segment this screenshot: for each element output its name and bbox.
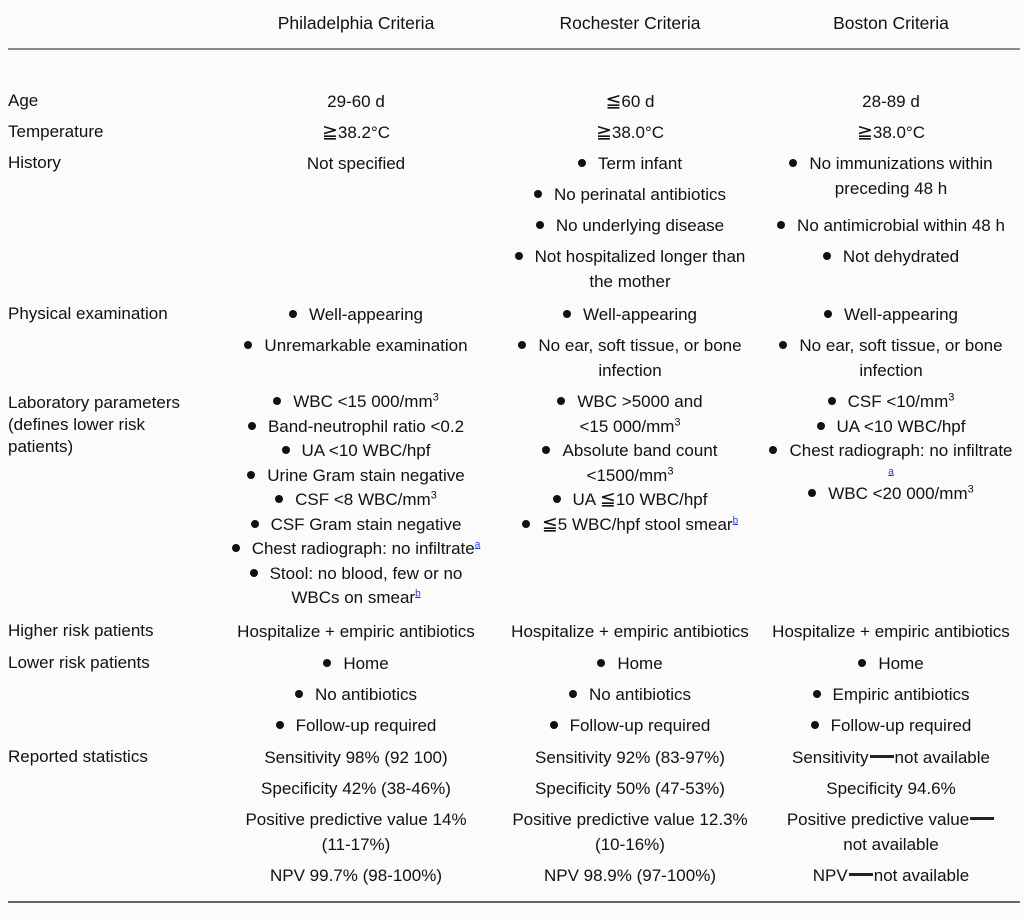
list-item: Follow-up required [764, 713, 1018, 738]
bullet-icon [569, 690, 577, 698]
dash-icon [870, 755, 894, 758]
age-philadelphia: 29-60 d [327, 92, 385, 111]
dash-icon [849, 873, 873, 876]
list-item-continuation: the mother [589, 272, 671, 291]
list-item: Well-appearing [500, 302, 760, 333]
lab-boston [764, 390, 1018, 506]
bullet-icon [522, 520, 530, 528]
bullet-icon [515, 252, 523, 260]
list-item-continuation: <15 $000/mm^3$ [579, 415, 681, 436]
list-item: Home [764, 651, 1018, 682]
list-item: Follow-up required [225, 713, 487, 738]
list-item: Well-appearing [225, 302, 487, 333]
list-item: Not hospitalized longer than [500, 244, 760, 269]
list-item: Not dehydrated [764, 244, 1018, 269]
bullet-icon [858, 659, 866, 667]
history-rochester [500, 151, 760, 294]
bullet-icon [557, 397, 565, 405]
list-item: UA ≦10 WBC/hpf [500, 488, 760, 513]
table-header [0, 0, 1024, 50]
bullet-icon [769, 446, 777, 454]
list-item: No immunizations within [764, 151, 1018, 176]
list-item-continuation: infection [859, 361, 923, 380]
list-item: CSF Gram stain negative [225, 513, 487, 538]
row-label-laboratory-parameters: Laboratory parameters (defines lower risk patients) [8, 393, 180, 456]
list-item: Follow-up required [500, 713, 760, 738]
list-item: Stool: no blood, few or no [225, 562, 487, 587]
history-boston [764, 151, 1018, 269]
bullet-icon [295, 690, 303, 698]
bullet-icon [779, 341, 787, 349]
list-item: UA <10 WBC/hpf [764, 415, 1018, 440]
bullet-icon [553, 495, 561, 503]
footnote-link[interactable]: b [732, 514, 739, 526]
lower-rochester [500, 651, 760, 738]
bullet-icon [817, 422, 825, 430]
bullet-icon [536, 221, 544, 229]
list-item: Absolute band count [500, 439, 760, 464]
list-item: No antibiotics [500, 682, 760, 713]
list-item: No ear, soft tissue, or bone [764, 333, 1018, 358]
list-item: WBC >5000 and [500, 390, 760, 415]
row-label-temperature: Temperature [8, 122, 104, 141]
list-item: Empiric antibiotics [764, 682, 1018, 713]
stats-philadelphia: Sensitivity 98% (92 100) Specificity 42% (38-46%) Positive predictive value 14% (11-17%) NPV 99.7% (98-100%) [245, 748, 467, 885]
footnote-link[interactable]: a [888, 465, 894, 477]
list-item: WBC <20 $000/mm^3$ [764, 482, 1018, 507]
bullet-icon [250, 569, 258, 577]
list-item-continuation: WBCs on smear$^b$ [291, 588, 421, 607]
bullet-icon [247, 471, 255, 479]
list-item-continuation: preceding 48 h [834, 179, 948, 198]
list-item-continuation: infection [598, 361, 662, 380]
temperature-boston: ≧38.0°C [856, 122, 926, 143]
list-item: No ear, soft tissue, or bone [500, 333, 760, 358]
bullet-icon [275, 495, 283, 503]
footnote-link[interactable]: b [415, 588, 421, 600]
list-item: Unremarkable examination [225, 333, 487, 358]
lab-rochester [500, 390, 760, 537]
age-boston: 28-89 d [862, 92, 920, 111]
list-item: Chest radiograph: no infiltrate$^a$ [225, 537, 487, 562]
row-label-reported-statistics: Reported statistics [8, 747, 148, 766]
row-label-physical-examination: Physical examination [8, 304, 168, 323]
bullet-icon [248, 422, 256, 430]
bullet-icon [276, 721, 284, 729]
list-item: No perinatal antibiotics [500, 182, 760, 213]
higher-philadelphia: Hospitalize + empiric antibiotics [237, 622, 475, 641]
bullet-icon [777, 221, 785, 229]
temperature-rochester: ≧38.0°C [595, 122, 665, 143]
bullet-icon [550, 721, 558, 729]
physical-boston [764, 302, 1018, 383]
list-item-continuation: $<1500/mm^3$ [586, 464, 674, 485]
bullet-icon [789, 159, 797, 167]
bullet-icon [232, 544, 240, 552]
list-item: CSF $<10/mm^3$ [764, 390, 1018, 415]
higher-boston: Hospitalize + empiric antibiotics [772, 622, 1010, 641]
bullet-icon [813, 690, 821, 698]
list-item: Chest radiograph: no infiltrate [764, 439, 1018, 464]
row-label-age: Age [8, 91, 39, 110]
history-philadelphia: Not specified [306, 154, 406, 173]
list-item: Well-appearing [764, 302, 1018, 333]
list-item: Urine Gram stain negative [225, 464, 487, 489]
bullet-icon [251, 520, 259, 528]
header-rochester: Rochester Criteria [559, 13, 701, 33]
higher-rochester: Hospitalize + empiric antibiotics [511, 622, 749, 641]
physical-rochester [500, 302, 760, 383]
row-label-history: History [8, 153, 61, 172]
bullet-icon [244, 341, 252, 349]
bullet-icon [282, 446, 290, 454]
temperature-philadelphia: ≧38.2°C [321, 122, 391, 143]
list-item-continuation [764, 464, 1018, 482]
bullet-icon [808, 489, 816, 497]
header-philadelphia: Philadelphia Criteria [277, 13, 435, 33]
list-item: UA <10 WBC/hpf [225, 439, 487, 464]
bullet-icon [323, 659, 331, 667]
list-item: Term infant [500, 151, 760, 182]
bullet-icon [542, 446, 550, 454]
header-boston: Boston Criteria [833, 13, 949, 33]
list-item: WBC <15 $000/mm^3$ [225, 390, 487, 415]
bullet-icon [828, 397, 836, 405]
lower-boston [764, 651, 1018, 738]
bullet-icon [563, 310, 571, 318]
physical-philadelphia [225, 302, 487, 358]
bullet-icon [823, 252, 831, 260]
list-item: No antibiotics [225, 682, 487, 713]
bullet-icon [811, 721, 819, 729]
stats-rochester: Sensitivity 92% (83-97%) Specificity 50% (47-53%) Positive predictive value 12.3% (10-16%) NPV 98.9% (97-100%) [512, 748, 748, 885]
row-label-lower-risk: Lower risk patients [8, 653, 150, 672]
dash-icon [970, 817, 994, 820]
bullet-icon [518, 341, 526, 349]
list-item: No underlying disease [500, 213, 760, 244]
bullet-icon [289, 310, 297, 318]
stats-boston: Sensitivity not available Specificity 94.6% Positive predictive value not available NPV not available [764, 745, 1018, 888]
bullet-icon [534, 190, 542, 198]
age-rochester: ≦60 d [605, 91, 655, 112]
bullet-icon [578, 159, 586, 167]
footnote-link[interactable]: a [474, 539, 481, 551]
list-item: Band-neutrophil ratio <0.2 [225, 415, 487, 440]
list-item: CSF <8 WBC/$mm^3$ [225, 488, 487, 513]
list-item: Home [225, 651, 487, 682]
list-item: Home [500, 651, 760, 682]
lower-philadelphia [225, 651, 487, 738]
header-rule [8, 48, 1020, 50]
list-item: ≦5 WBC/hpf stool smear$^b$ [500, 513, 760, 538]
bullet-icon [824, 310, 832, 318]
row-label-higher-risk: Higher risk patients [8, 621, 154, 640]
bullet-icon [273, 397, 281, 405]
bullet-icon [597, 659, 605, 667]
lab-philadelphia [225, 390, 487, 611]
list-item: No antimicrobial within 48 h [764, 213, 1018, 244]
bottom-rule [8, 901, 1020, 903]
